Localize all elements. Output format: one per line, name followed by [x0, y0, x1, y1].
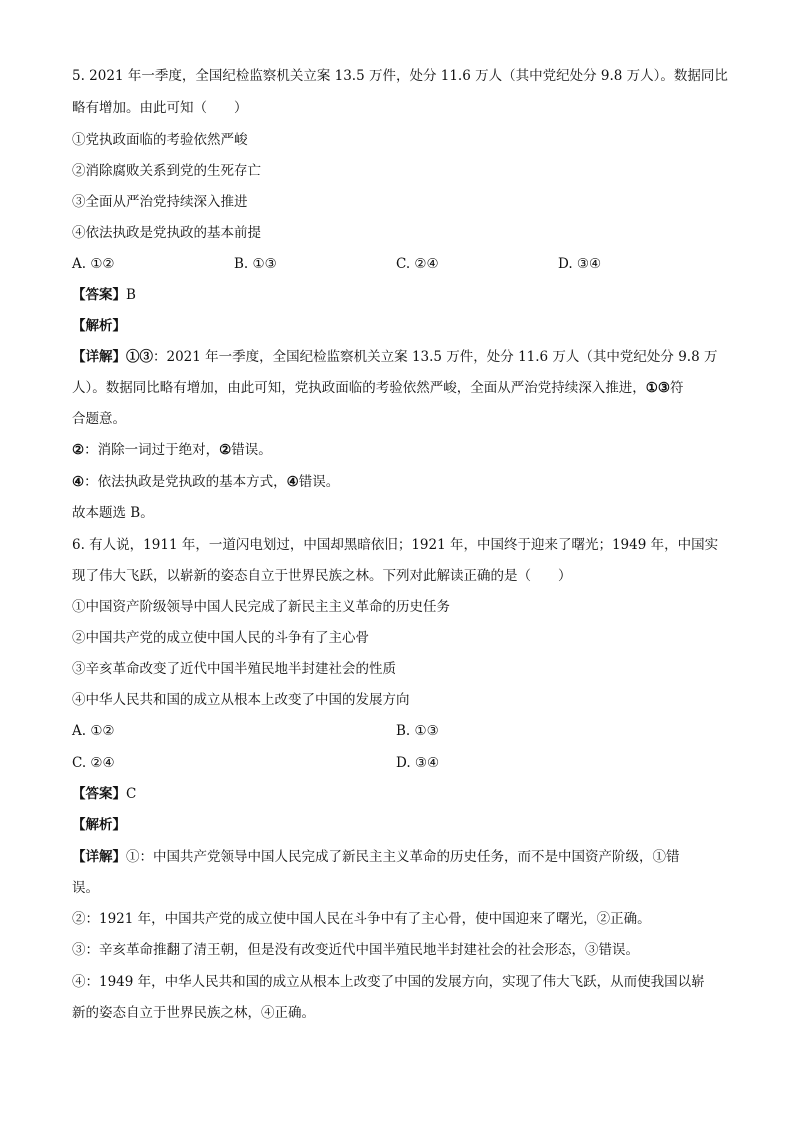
q5-detail-line-2: [72, 378, 732, 398]
q6-item-3: ③辛亥革命改变了近代中国半殖民地半封建社会的性质: [72, 661, 396, 677]
q5-option-b: B. ①③: [234, 256, 277, 272]
q5-explain-2-mark: ②: [219, 442, 232, 458]
q5-detail-text-2a: 人）。数据同比略有增加，由此可知，党执政面临的考验依然严峻，全面从严治党持续深入推进，: [72, 380, 646, 396]
q5-answer-value: B: [126, 287, 136, 303]
q5-conclusion: 故本题选 B。: [72, 505, 154, 521]
q6-answer-tag: 【答案】: [72, 786, 126, 802]
q6-explain-4-line-1: ④：1949 年，中华人民共和国的成立从根本上改变了中国的发展方向，实现了伟大飞跃，从而使我国以崭: [72, 974, 705, 990]
q5-item-4: ④依法执政是党执政的基本前提: [72, 225, 261, 241]
q5-analysis-tag: 【解析】: [72, 318, 126, 334]
q5-detail-line-1: [72, 347, 732, 367]
q5-explain-2-end: 错误。: [231, 442, 272, 458]
q5-explain-2-text: ：消除一词过于绝对，: [84, 442, 220, 458]
q6-detail-text-1: ①：中国共产党领导中国人民完成了新民主主义革命的历史任务，而不是中国资产阶级，①错: [126, 849, 680, 865]
q5-stem-line-2: 略有增加。由此可知（ ）: [72, 100, 248, 116]
q5-answer-tag: 【答案】: [72, 287, 126, 303]
q6-detail-line-1: [72, 847, 732, 867]
q5-detail-mark: ①③: [645, 380, 670, 396]
q5-detail-text-1: ：2021 年一季度，全国纪检监察机关立案 13.5 万件，处分 11.6 万人（其中党纪处分 9.8 万: [153, 349, 718, 365]
q6-explain-4-line-2: 新的姿态自立于世界民族之林，④正确。: [72, 1005, 315, 1021]
q5-explain-4-text: ：依法执政是党执政的基本方式，: [84, 474, 287, 490]
q5-explain-2-lead: ②: [72, 442, 85, 458]
q6-explain-2: ②：1921 年，中国共产党的成立使中国人民在斗争中有了主心骨，使中国迎来了曙光，②正确。: [72, 911, 651, 927]
q6-analysis-tag: 【解析】: [72, 817, 126, 833]
q6-option-a: A. ①②: [72, 723, 115, 739]
q6-item-2: ②中国共产党的成立使中国人民的斗争有了主心骨: [72, 630, 369, 646]
q5-explain-4-lead: ④: [72, 474, 85, 490]
q5-answer-line: [72, 285, 732, 305]
q5-item-1: ①党执政面临的考验依然严峻: [72, 132, 248, 148]
q6-item-4: ④中华人民共和国的成立从根本上改变了中国的发展方向: [72, 692, 410, 708]
q6-option-d: D. ③④: [396, 755, 440, 771]
q5-explain-4-mark: ④: [286, 474, 299, 490]
q6-stem-line-1: 6. 有人说，1911 年，一道闪电划过，中国却黑暗依旧；1921 年，中国终于迎来了曙光；1949 年，中国实: [72, 537, 719, 553]
q6-explain-3: ③：辛亥革命推翻了清王朝，但是没有改变近代中国半殖民地半封建社会的社会形态，③错误。: [72, 942, 639, 958]
q6-stem-line-2: 现了伟大飞跃，以崭新的姿态自立于世界民族之林。下列对此解读正确的是（ ）: [72, 568, 572, 584]
q5-explain-2: [72, 440, 732, 460]
q5-option-a: A. ①②: [72, 256, 115, 272]
q6-item-1: ①中国资产阶级领导中国人民完成了新民主主义革命的历史任务: [72, 599, 450, 615]
q5-stem-line-1: 5. 2021 年一季度，全国纪检监察机关立案 13.5 万件，处分 11.6 万人（其中党纪处分 9.8 万人）。数据同比: [72, 68, 728, 84]
q6-option-c: C. ②④: [72, 755, 115, 771]
q5-option-d: D. ③④: [558, 256, 602, 272]
q5-detail-line-3: 合题意。: [72, 411, 126, 427]
q5-item-3: ③全面从严治党持续深入推进: [72, 194, 248, 210]
q5-detail-text-2c: 符: [669, 380, 684, 396]
q6-answer-line: [72, 784, 732, 804]
q5-option-c: C. ②④: [396, 256, 439, 272]
q5-detail-tag: 【详解】: [72, 349, 126, 365]
q5-explain-4-end: 错误。: [298, 474, 340, 490]
q6-detail-line-2: 误。: [72, 880, 99, 896]
q6-answer-value: C: [126, 786, 137, 802]
q6-option-b: B. ①③: [396, 723, 439, 739]
q5-explain-4: [72, 472, 732, 492]
q5-detail-lead: ①③: [126, 349, 153, 365]
q5-item-2: ②消除腐败关系到党的生死存亡: [72, 163, 261, 179]
q6-detail-tag: 【详解】: [72, 849, 126, 865]
